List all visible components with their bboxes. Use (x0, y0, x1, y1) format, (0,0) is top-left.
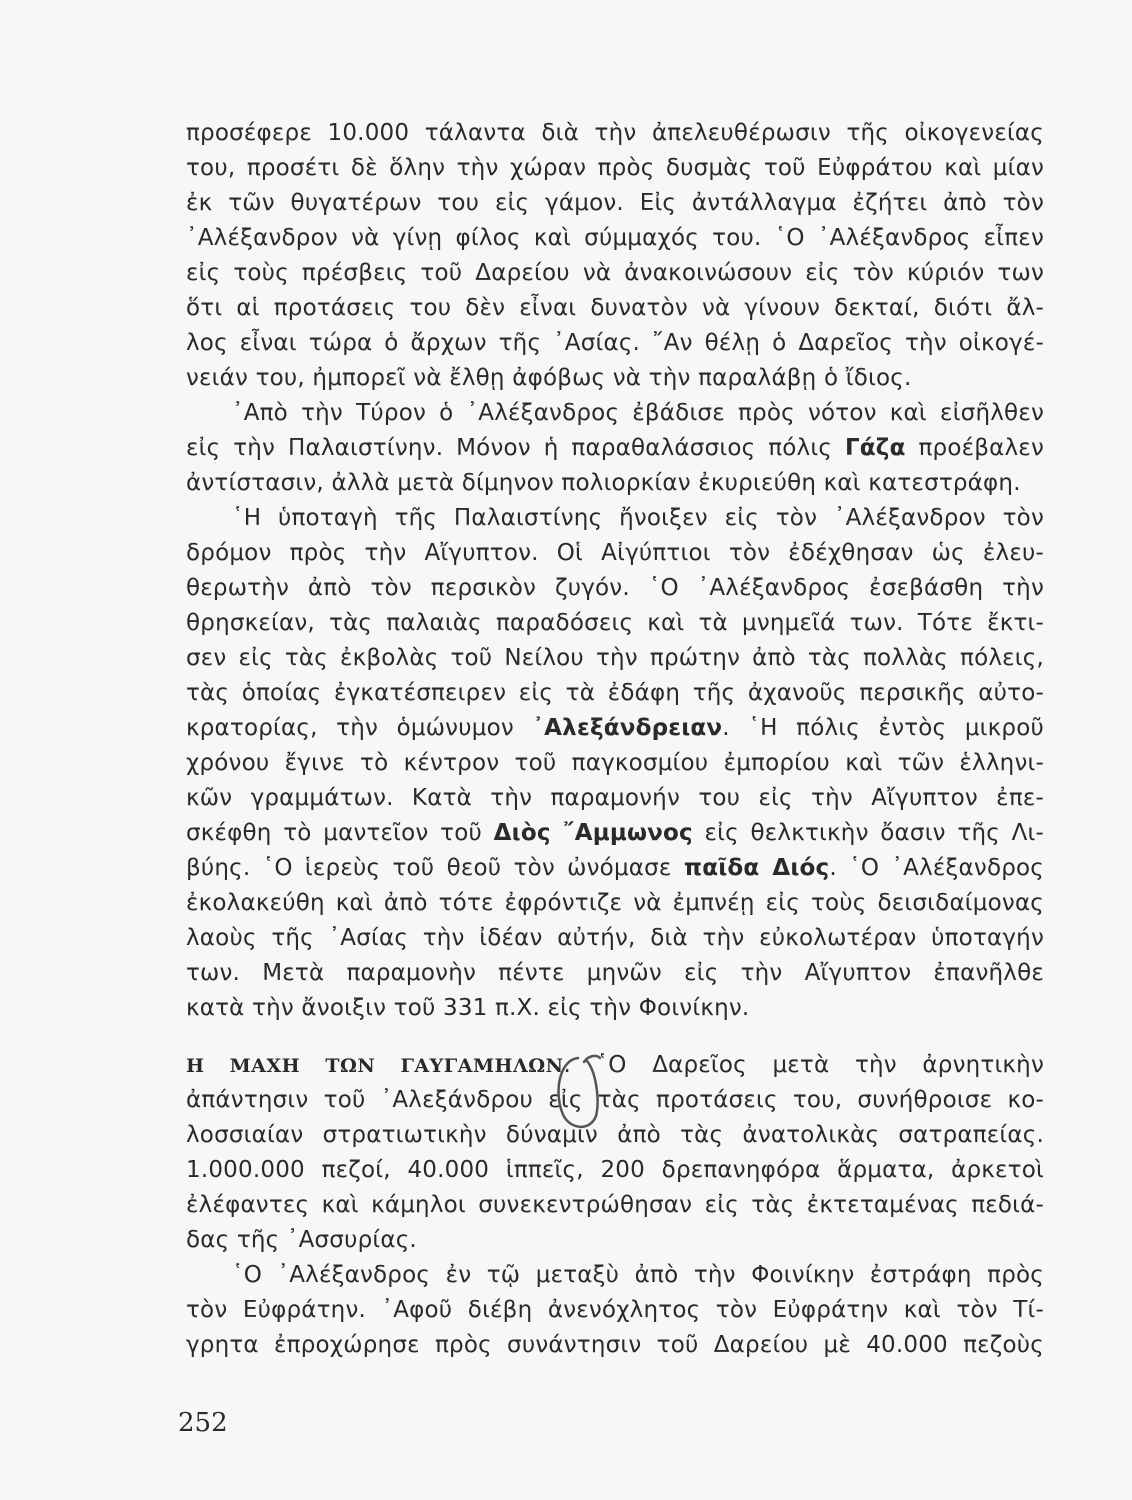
text-line: θερωτὴν ἀπὸ τὸν περσικὸν ζυγόν. ῾Ο ᾿Αλέξανδρος ἐσεβάσθη τὴν (186, 575, 1044, 601)
text-line: σεν εἰς τὰς ἐκβολὰς τοῦ Νείλου τὴν πρώτην ἀπὸ τὰς πολλὰς πόλεις, (186, 645, 1044, 671)
text-line: θρησκείαν, τὰς παλαιὰς παραδόσεις καὶ τὰ μνημεῖά των. Τότε ἔκτι- (186, 610, 1044, 636)
page-number: 252 (178, 1408, 228, 1438)
text-line: χρόνου ἔγινε τὸ κέντρον τοῦ παγκοσμίου ἐμπορίου καὶ τῶν ἑλληνι- (186, 750, 1044, 776)
place-name-alexandria: ᾿Αλεξάνδρειαν (532, 715, 723, 741)
text-line: λοσσιαίαν στρατιωτικὴν δύναμιν ἀπὸ τὰς ἀνατολικὰς σατραπείας. (186, 1122, 1044, 1148)
text-line: ἀπάντησιν τοῦ ᾿Αλεξάνδρου εἰς τὰς προτάσεις του, συνήθροισε κο- (186, 1087, 1044, 1113)
text-line: νειάν του, ἠμπορεῖ νὰ ἔλθῃ ἀφόβως νὰ τὴν παραλάβῃ ὁ ἴδιος. (186, 365, 912, 391)
text-segment: προέβαλεν (905, 435, 1044, 461)
text-segment: εἰς θελκτικὴν ὄασιν τῆς Λι- (692, 820, 1045, 846)
text-line: δας τῆς ᾿Ασσυρίας. (186, 1227, 417, 1253)
page-body (186, 116, 1044, 1363)
text-line: δρόμον πρὸς τὴν Αἴγυπτον. Οἱ Αἰγύπτιοι τὸν ἐδέχθησαν ὡς ἐλευ- (186, 540, 1044, 566)
text-line: ᾿Απὸ τὴν Τύρον ὁ ᾿Αλέξανδρος ἐβάδισε πρὸς νότον καὶ εἰσῆλθεν (232, 400, 1044, 426)
text-segment: . ῾Ο ᾿Αλέξανδρος (829, 855, 1044, 881)
handwritten-mark (540, 1050, 630, 1140)
text-segment: κρατορίας, τὴν ὁμώνυμον (186, 715, 533, 741)
text-line: ᾿Αλέξανδρον νὰ γίνῃ φίλος καὶ σύμμαχός του. ῾Ο ᾿Αλέξανδρος εἶπεν (186, 225, 1044, 251)
text-line: εἰς τοὺς πρέσβεις τοῦ Δαρείου νὰ ἀνακοινώσουν εἰς τὸν κύριόν των (186, 260, 1044, 286)
place-name-gaza: Γάζα (844, 435, 906, 461)
section-heading: Η ΜΑΧΗ ΤΩΝ ΓΑΥΓΑΜΗΛΩΝ (186, 1055, 564, 1077)
text-line: ὅτι αἱ προτάσεις του δὲν εἶναι δυνατὸν νὰ γίνουν δεκταί, διότι ἄλ- (186, 295, 1044, 321)
text-segment: . ῾Ο Δαρεῖος μετὰ τὴν ἀρνητικὴν (563, 1052, 1045, 1078)
text-segment: βύης. ῾Ο ἱερεὺς τοῦ θεοῦ τὸν ὠνόμασε (186, 855, 684, 881)
text-segment: εἰς τὴν Παλαιστίνην. Μόνον ἡ παραθαλάσσιος πόλις (186, 435, 845, 461)
term-zeus-ammon: Διὸς ῎Αμμωνος (493, 820, 693, 846)
text-segment: . ῾Η πόλις ἐντὸς μικροῦ (722, 715, 1044, 741)
text-line: ἐκ τῶν θυγατέρων του εἰς γάμον. Εἰς ἀντάλλαγμα ἐζήτει ἀπὸ τὸν (186, 190, 1044, 216)
text-line: ῾Ο ᾿Αλέξανδρος ἐν τῷ μεταξὺ ἀπὸ τὴν Φοινίκην ἐστράφη πρὸς (232, 1262, 1044, 1288)
text-line: ἐκολακεύθη καὶ ἀπὸ τότε ἐφρόντιζε νὰ ἐμπνέῃ εἰς τοὺς δεισιδαίμονας (186, 890, 1044, 916)
text-line: λαοὺς τῆς ᾿Ασίας τὴν ἰδέαν αὐτήν, διὰ τὴν εὐκολωτέραν ὑποταγήν (186, 925, 1044, 951)
text-line: προσέφερε 10.000 τάλαντα διὰ τὴν ἀπελευθέρωσιν τῆς οἰκογενείας (186, 120, 1044, 146)
text-line: του, προσέτι δὲ ὅλην τὴν χώραν πρὸς δυσμὰς τοῦ Εὐφράτου καὶ μίαν (186, 155, 1044, 181)
text-segment: σκέφθη τὸ μαντεῖον τοῦ (186, 820, 494, 846)
text-line (186, 816, 1044, 851)
text-line: γρητα ἐπροχώρησε πρὸς συνάντησιν τοῦ Δαρείου μὲ 40.000 πεζοὺς (186, 1332, 1044, 1358)
text-line: λος εἶναι τώρα ὁ ἄρχων τῆς ᾿Ασίας. ῎Αν θέλῃ ὁ Δαρεῖος τὴν οἰκογέ- (186, 330, 1044, 356)
text-line (186, 711, 1044, 746)
text-line (186, 431, 1044, 466)
text-line: ἐλέφαντες καὶ κάμηλοι συνεκεντρώθησαν εἰς τὰς ἐκτεταμένας πεδιά- (186, 1192, 1044, 1218)
text-line: ἀντίστασιν, ἀλλὰ μετὰ δίμηνον πολιορκίαν ἐκυριεύθη καὶ κατεστράφη. (186, 470, 1021, 496)
text-line (186, 851, 1044, 886)
text-line: τὰς ὁποίας ἐγκατέσπειρεν εἰς τὰ ἐδάφη τῆς ἀχανοῦς περσικῆς αὐτο- (186, 680, 1044, 706)
text-line: ῾Η ὑποταγὴ τῆς Παλαιστίνης ἤνοιξεν εἰς τὸν ᾿Αλέξανδρον τὸν (232, 505, 1044, 531)
text-line: 1.000.000 πεζοί, 40.000 ἱππεῖς, 200 δρεπανηφόρα ἅρματα, ἀρκετοὶ (186, 1157, 1044, 1183)
text-line: κῶν γραμμάτων. Κατὰ τὴν παραμονήν του εἰς τὴν Αἴγυπτον ἐπε- (186, 785, 1044, 811)
text-line: των. Μετὰ παραμονὴν πέντε μηνῶν εἰς τὴν Αἴγυπτον ἐπανῆλθε (186, 960, 1044, 986)
text-line: τὸν Εὐφράτην. ᾿Αφοῦ διέβη ἀνενόχλητος τὸν Εὐφράτην καὶ τὸν Τί- (186, 1297, 1044, 1323)
term-son-of-zeus: παῖδα Διός (683, 855, 830, 881)
text-line: κατὰ τὴν ἄνοιξιν τοῦ 331 π.Χ. εἰς τὴν Φοινίκην. (186, 995, 750, 1021)
